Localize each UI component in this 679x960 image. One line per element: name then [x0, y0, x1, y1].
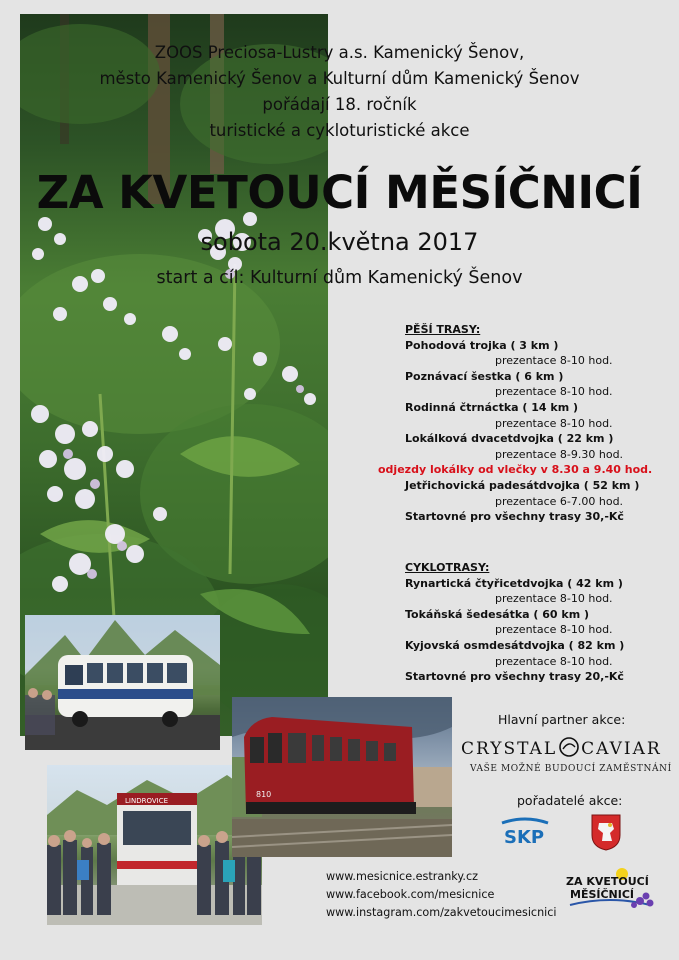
cycling-route-2: Tokáňská šedesátka ( 60 km ) — [405, 607, 590, 621]
town-coat-of-arms — [590, 813, 622, 851]
crystal-caviar-emblem-icon — [558, 736, 580, 758]
main-partner-label: Hlavní partner akce: — [498, 712, 626, 727]
skp-logo-text: SKP — [504, 827, 545, 848]
railcar-number: 810 — [256, 790, 272, 799]
organizers-line-1: ZOOS Preciosa-Lustry a.s. Kamenický Šenov, — [154, 43, 525, 62]
event-logo-line-2: MĚSÍČNICÍ — [570, 888, 635, 901]
walking-route-5: Jetřichovická padesátdvojka ( 52 km ) — [405, 478, 640, 492]
instagram-link[interactable]: www.instagram.com/zakvetoucimesicnici — [326, 906, 557, 919]
bus-destination-sign: LINDROVICE — [125, 797, 169, 805]
organizers-line-3: pořádají 18. ročník — [262, 95, 417, 114]
railcar-illustration — [232, 697, 452, 857]
walking-route-1-registration: prezentace 8-10 hod. — [495, 354, 613, 368]
organizers-label: pořadatelé akce: — [517, 793, 623, 808]
walking-route-2-registration: prezentace 8-10 hod. — [495, 385, 613, 399]
event-venue: start a cíl: Kulturní dům Kamenický Šenov — [156, 268, 523, 288]
event-date: sobota 20.května 2017 — [200, 228, 479, 256]
cycling-route-2-registration: prezentace 8-10 hod. — [495, 623, 613, 637]
website-link[interactable]: www.mesicnice.estranky.cz — [326, 870, 478, 883]
event-logo-line-1: ZA KVETOUCÍ — [566, 875, 649, 888]
crystal-caviar-logo — [461, 736, 662, 759]
walking-fee: Startovné pro všechny trasy 30,-Kč — [405, 510, 624, 524]
cycling-fee: Startovné pro všechny trasy 20,-Kč — [405, 670, 624, 684]
cycling-routes — [405, 560, 624, 685]
train-departure-note: odjezdy lokálky od vlečky v 8.30 a 9.40 hod. — [378, 463, 653, 477]
walking-route-1: Pohodová trojka ( 3 km ) — [405, 338, 559, 352]
walking-route-3-registration: prezentace 8-10 hod. — [495, 416, 613, 430]
bus-illustration — [25, 615, 220, 750]
crystal-caviar-tagline: VAŠE MOŽNÉ BUDOUCÍ ZAMĚSTNÁNÍ — [470, 764, 672, 774]
crowd-illustration — [47, 765, 262, 925]
cycling-route-1: Rynartická čtyřicetdvojka ( 42 km ) — [405, 576, 623, 590]
cycling-route-3: Kyjovská osmdesátdvojka ( 82 km ) — [405, 638, 625, 652]
event-logo — [560, 865, 660, 915]
facebook-link[interactable]: www.facebook.com/mesicnice — [326, 888, 495, 901]
skp-logo — [500, 815, 550, 851]
contact-links — [326, 868, 557, 922]
event-logo-icon — [560, 865, 660, 915]
walking-route-5-registration: prezentace 6-7.00 hod. — [495, 494, 624, 508]
crystal-caviar-logo-right: CAVIAR — [581, 739, 662, 759]
walking-route-2: Poznávací šestka ( 6 km ) — [405, 369, 564, 383]
railcar-photo — [232, 697, 452, 857]
crowd-bus-photo — [47, 765, 262, 925]
walking-routes — [378, 322, 653, 525]
organizers-line-2: město Kamenický Šenov a Kulturní dům Kamenický Šenov — [99, 69, 580, 88]
cycling-route-3-registration: prezentace 8-10 hod. — [495, 654, 613, 668]
organizers-line-4: turistické a cykloturistické akce — [209, 121, 470, 140]
skp-logo-icon — [500, 815, 550, 851]
walking-route-4-registration: prezentace 8-9.30 hod. — [495, 447, 624, 461]
vintage-bus-photo — [25, 615, 220, 750]
cycling-routes-heading: CYKLOTRASY: — [405, 561, 490, 574]
cycling-route-1-registration: prezentace 8-10 hod. — [495, 592, 613, 606]
walking-route-4: Lokálková dvacetdvojka ( 22 km ) — [405, 432, 614, 446]
walking-routes-heading: PĚŠÍ TRASY: — [405, 323, 481, 336]
walking-route-3: Rodinná čtrnáctka ( 14 km ) — [405, 400, 579, 414]
event-title: ZA KVETOUCÍ MĚSÍČNICÍ — [36, 166, 643, 219]
coat-of-arms-icon — [590, 813, 622, 851]
crystal-caviar-logo-left: CRYSTAL — [461, 739, 558, 759]
